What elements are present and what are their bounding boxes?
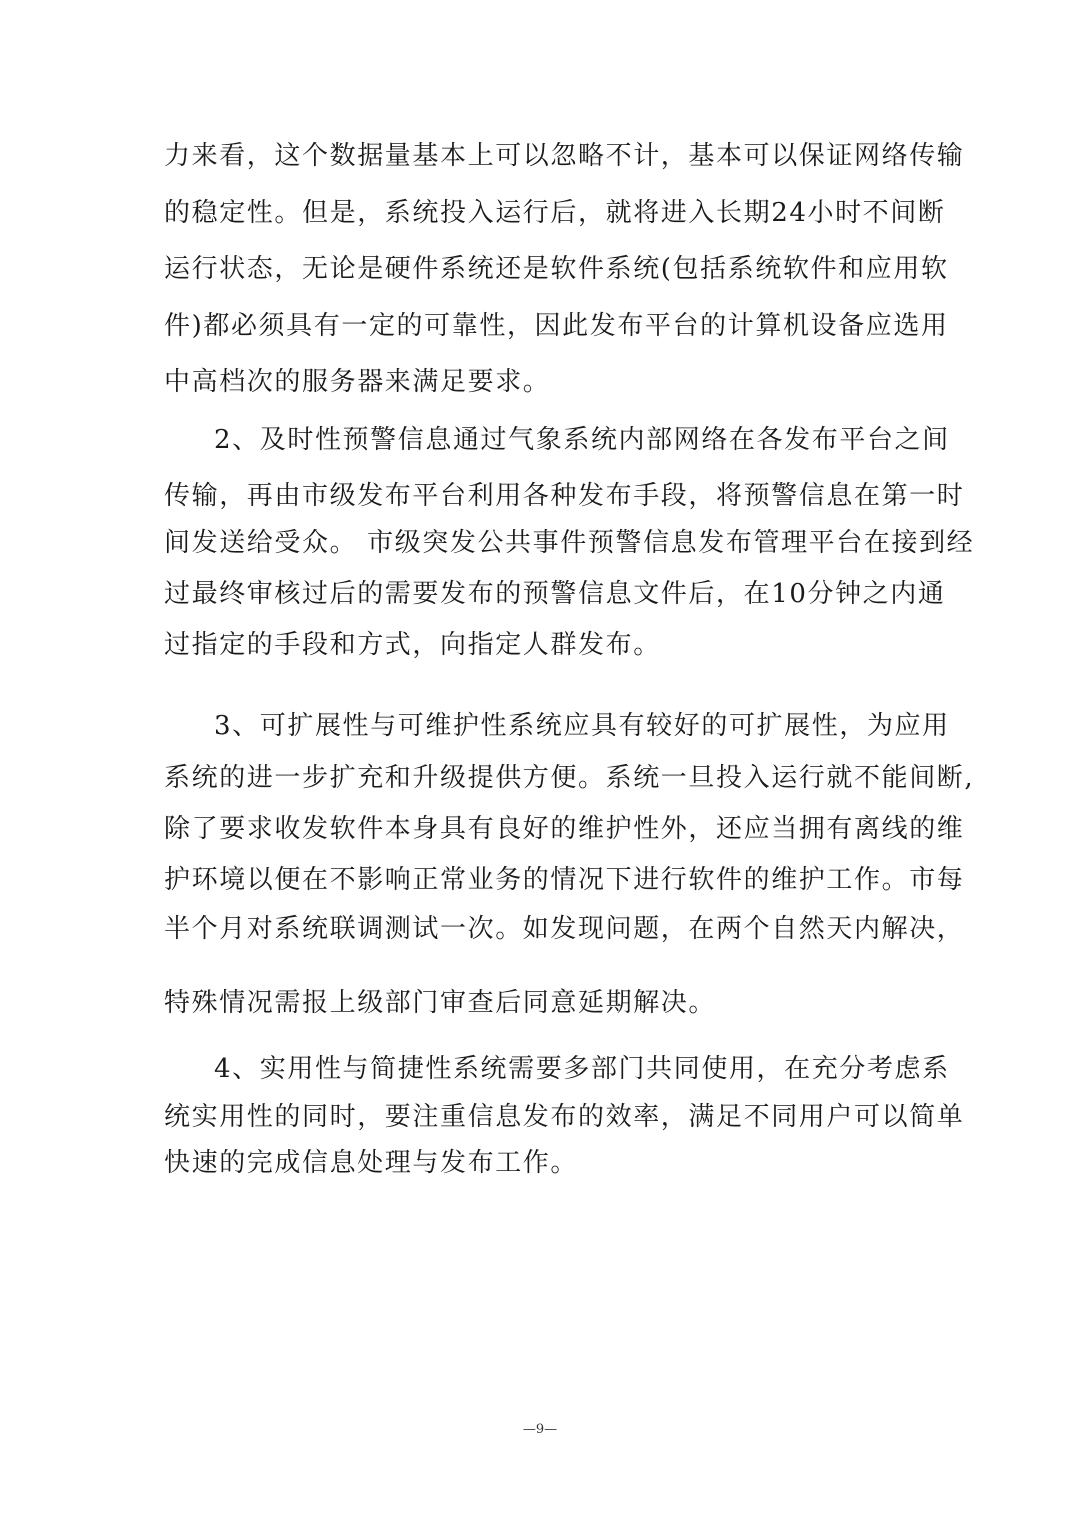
text-line: 特殊情况需报上级部门审查后同意延期解决。 [164, 988, 717, 1018]
text-line: 力来看，这个数据量基本上可以忽略不计，基本可以保证网络传输 [164, 141, 965, 171]
text-line: 件)都必须具有一定的可靠性，因此发布平台的计算机设备应选用 [164, 311, 949, 341]
text-line: 过最终审核过后的需要发布的预警信息文件后，在10分钟之内通 [164, 579, 946, 609]
text-line: 半个月对系统联调测试一次。如发现问题，在两个自然天内解决， [164, 914, 965, 944]
text-line: 的稳定性。但是，系统投入运行后，就将进入长期24小时不间断 [164, 198, 946, 228]
text-line: 运行状态，无论是硬件系统还是软件系统(包括系统软件和应用软 [164, 254, 949, 284]
page-number: —9— [522, 1422, 558, 1437]
text-line: 过指定的手段和方式，向指定人群发布。 [164, 630, 661, 660]
paragraph-4-first-line: 4、实用性与简捷性系统需要多部门共同使用，在充分考虑系 [214, 1054, 950, 1084]
text-line: 系统的进一步扩充和升级提供方便。系统一旦投入运行就不能间断, [164, 763, 975, 793]
text-line: 除了要求收发软件本身具有良好的维护性外，还应当拥有离线的维 [164, 814, 965, 844]
paragraph-2-first-line: 2、及时性预警信息通过气象系统内部网络在各发布平台之间 [214, 425, 950, 455]
text-line: 间发送给受众。 市级突发公共事件预警信息发布管理平台在接到经 [164, 528, 975, 558]
text-line: 中高档次的服务器来满足要求。 [164, 367, 551, 397]
text-line: 统实用性的同时，要注重信息发布的效率，满足不同用户可以简单 [164, 1102, 965, 1132]
text-line: 快速的完成信息处理与发布工作。 [164, 1148, 579, 1178]
text-line: 传输，再由市级发布平台利用各种发布手段，将预警信息在第一时 [164, 481, 965, 511]
text-line: 护环境以便在不影响正常业务的情况下进行软件的维护工作。市每 [164, 865, 965, 895]
paragraph-3-first-line: 3、可扩展性与可维护性系统应具有较好的可扩展性，为应用 [214, 711, 950, 741]
